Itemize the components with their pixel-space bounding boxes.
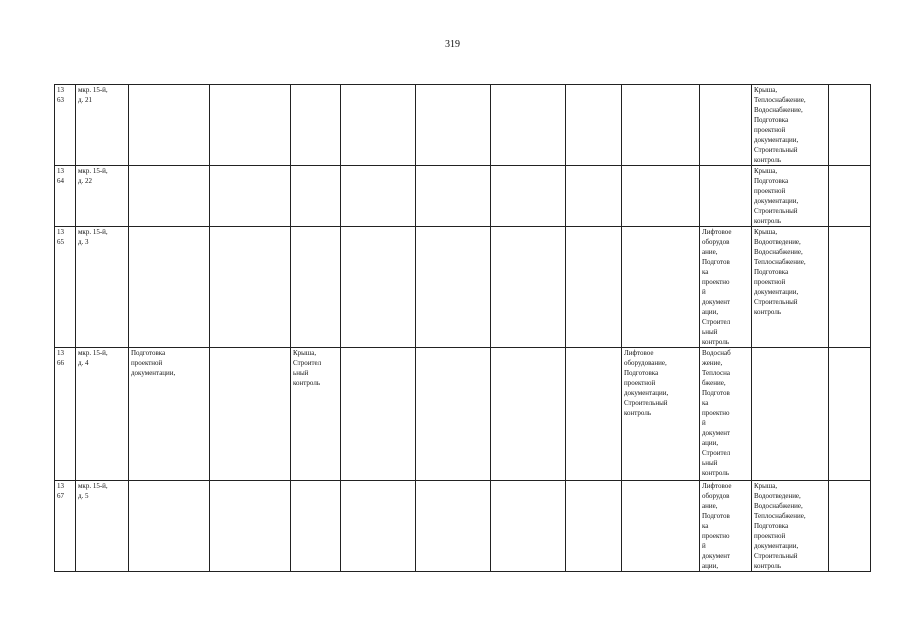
work-cell (129, 85, 210, 166)
row-number-cell (55, 85, 76, 166)
table-row (55, 481, 871, 572)
work-cell (416, 85, 491, 166)
work-cell (491, 227, 566, 348)
work-cell (700, 227, 752, 348)
address-cell-text: мкр. 15-й, д. 21 (78, 86, 108, 104)
work-cell (416, 481, 491, 572)
work-cell (829, 227, 871, 348)
row-number-cell (55, 348, 76, 481)
work-cell (752, 348, 829, 481)
work-cell (491, 481, 566, 572)
work-cell (491, 85, 566, 166)
work-cell (210, 166, 291, 227)
work-cell-text: Крыша, Водоотведение, Водоснабжение, Теплоснабжение, Подготовка проектной документации, Строительный контроль (754, 228, 806, 316)
work-cell (341, 481, 416, 572)
work-cell (622, 85, 700, 166)
page-number: 319 (445, 39, 460, 50)
work-cell (566, 481, 622, 572)
work-cell-text: Лифтовое оборудов ание, Подготов ка проектно й документ ации, Строител ьный контроль (702, 228, 732, 346)
work-cell (291, 227, 341, 348)
repair-schedule-table (54, 84, 871, 572)
work-cell (291, 85, 341, 166)
work-cell (566, 166, 622, 227)
work-cell-text: Лифтовое оборудов ание, Подготов ка проектно й документ ации, (702, 482, 732, 570)
work-cell (129, 227, 210, 348)
work-cell (491, 348, 566, 481)
work-cell (291, 481, 341, 572)
work-cell (416, 166, 491, 227)
work-cell (291, 166, 341, 227)
work-cell (829, 481, 871, 572)
row-number-cell-text: 13 65 (57, 228, 64, 246)
table-row (55, 85, 871, 166)
row-number-cell (55, 166, 76, 227)
work-cell (291, 348, 341, 481)
work-cell (752, 85, 829, 166)
work-cell (566, 85, 622, 166)
address-cell (76, 227, 129, 348)
work-cell (829, 166, 871, 227)
row-number-cell-text: 13 67 (57, 482, 64, 500)
address-cell (76, 85, 129, 166)
work-cell (416, 348, 491, 481)
work-cell-text: Водоснаб жение, Теплосна бжение, Подготов ка проектно й документ ации, Строител ьный контроль (702, 349, 731, 477)
table-row (55, 227, 871, 348)
work-cell (341, 348, 416, 481)
work-cell (622, 481, 700, 572)
work-cell (129, 348, 210, 481)
address-cell (76, 166, 129, 227)
work-cell (622, 348, 700, 481)
row-number-cell (55, 227, 76, 348)
work-cell-text: Подготовка проектной документации, (131, 349, 176, 377)
work-cell (752, 166, 829, 227)
row-number-cell (55, 481, 76, 572)
work-cell (566, 227, 622, 348)
work-cell (210, 348, 291, 481)
work-cell (491, 166, 566, 227)
work-cell (700, 166, 752, 227)
work-cell-text: Крыша, Подготовка проектной документации, Строительный контроль (754, 167, 799, 225)
address-cell-text: мкр. 15-й, д. 3 (78, 228, 108, 246)
address-cell (76, 348, 129, 481)
work-cell-text: Крыша, Строител ьный контроль (293, 349, 322, 387)
address-cell-text: мкр. 15-й, д. 4 (78, 349, 108, 367)
work-cell (829, 348, 871, 481)
work-cell (622, 227, 700, 348)
work-cell (416, 227, 491, 348)
row-number-cell-text: 13 64 (57, 167, 64, 185)
work-cell (622, 166, 700, 227)
work-cell (210, 227, 291, 348)
work-cell-text: Крыша, Теплоснабжение, Водоснабжение, Подготовка проектной документации, Строительный контроль (754, 86, 806, 164)
work-cell-text: Крыша, Водоотведение, Водоснабжение, Теплоснабжение, Подготовка проектной документации, Строительный контроль (754, 482, 806, 570)
work-cell (210, 85, 291, 166)
work-cell (566, 348, 622, 481)
work-cell (700, 85, 752, 166)
address-cell (76, 481, 129, 572)
work-cell (829, 85, 871, 166)
address-cell-text: мкр. 15-й, д. 22 (78, 167, 108, 185)
work-cell (129, 481, 210, 572)
row-number-cell-text: 13 63 (57, 86, 64, 104)
address-cell-text: мкр. 15-й, д. 5 (78, 482, 108, 500)
row-number-cell-text: 13 66 (57, 349, 64, 367)
work-cell (700, 348, 752, 481)
work-cell (341, 166, 416, 227)
table-row (55, 166, 871, 227)
work-cell (752, 227, 829, 348)
work-cell (752, 481, 829, 572)
work-cell (210, 481, 291, 572)
table-row (55, 348, 871, 481)
work-cell-text: Лифтовое оборудование, Подготовка проектной документации, Строительный контроль (624, 349, 669, 417)
work-cell (341, 85, 416, 166)
work-cell (129, 166, 210, 227)
work-cell (341, 227, 416, 348)
work-cell (700, 481, 752, 572)
